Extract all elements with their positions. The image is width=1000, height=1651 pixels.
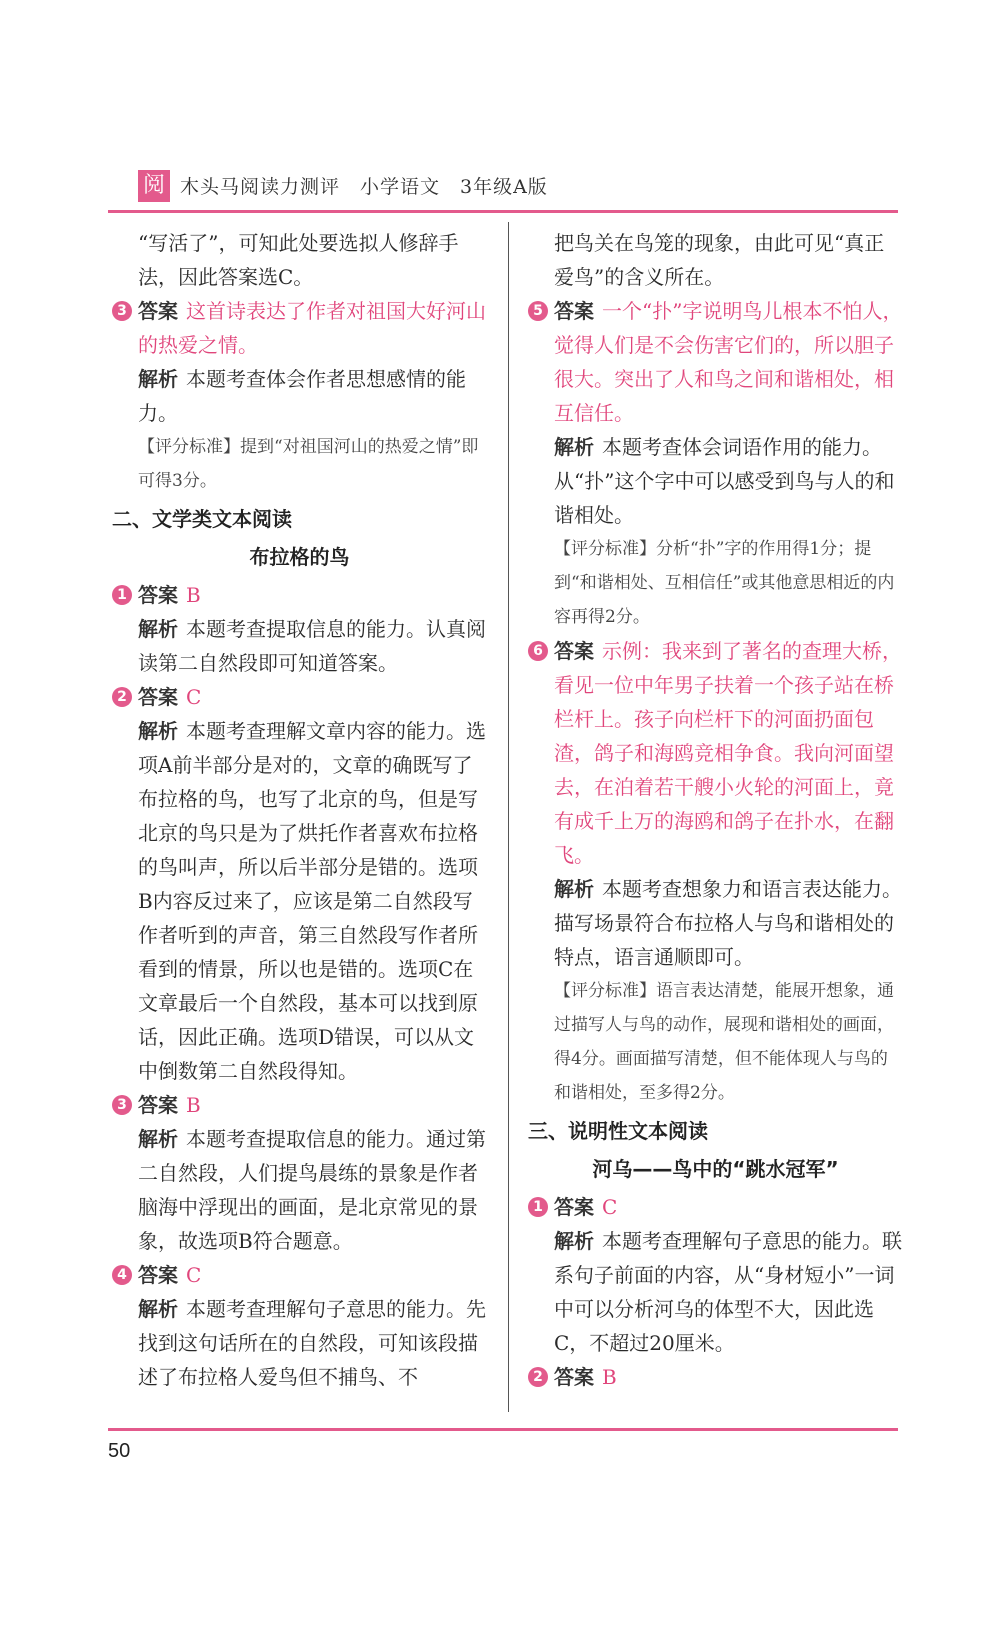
answer-item-3 (112, 294, 487, 362)
question-number: 2 (112, 687, 132, 707)
analysis-label: 解析 (138, 367, 178, 391)
analysis-label: 解析 (138, 1127, 178, 1151)
left-column (112, 226, 487, 1394)
answer-item-5 (528, 294, 903, 430)
answer-text: C (186, 1263, 202, 1287)
right-column (528, 226, 903, 1394)
question-number: 3 (112, 301, 132, 321)
analysis-label: 解析 (554, 1229, 594, 1253)
answer-text: B (186, 583, 201, 607)
scoring-standard: 【评分标准】提到“对祖国河山的热爱之情”即可得3分。 (138, 437, 479, 491)
analysis-label: 解析 (554, 435, 594, 459)
analysis-label: 解析 (138, 617, 178, 641)
analysis-text: 本题考查体会词语作用的能力。从“扑”这个字中可以感受到鸟与人的和谐相处。 (554, 435, 895, 527)
header-rule (108, 210, 898, 213)
section-heading: 二、文学类文本阅读 (112, 507, 292, 531)
answer-label: 答案 (138, 1093, 178, 1117)
page-header (108, 170, 898, 204)
analysis-text: 本题考查理解句子意思的能力。先找到这句话所在的自然段，可知该段描述了布拉格人爱鸟但不捕鸟、不 (138, 1297, 486, 1389)
answer-item-4 (112, 1258, 487, 1292)
answer-label: 答案 (138, 583, 178, 607)
answer-text: 一个“扑”字说明鸟儿根本不怕人，觉得人们是不会伤害它们的，所以胆子很大。突出了人和鸟之间和谐相处，相互信任。 (554, 299, 903, 425)
footer-rule (108, 1428, 898, 1431)
page-number: 50 (108, 1440, 131, 1462)
answer-item-b1 (528, 1190, 903, 1224)
answer-label: 答案 (138, 1263, 178, 1287)
answer-text: 示例：我来到了著名的查理大桥，看见一位中年男子扶着一个孩子站在桥栏杆上。孩子向栏杆下的河面扔面包渣，鸽子和海鸥竞相争食。我向河面望去，在泊着若干艘小火轮的河面上，竟有成千上万的海鸥和鸽子在扑水，在翻飞。 (554, 639, 902, 867)
section-heading: 三、说明性文本阅读 (528, 1119, 708, 1143)
question-number: 2 (528, 1367, 548, 1387)
answer-label: 答案 (554, 639, 594, 663)
answer-item-3b (112, 1088, 487, 1122)
answer-text: B (602, 1365, 617, 1389)
answer-item-6 (528, 634, 903, 872)
continued-analysis: 把鸟关在鸟笼的现象，由此可见“真正爱鸟”的含义所在。 (554, 231, 885, 289)
question-number: 1 (112, 585, 132, 605)
scoring-standard: 【评分标准】分析“扑”字的作用得1分；提到“和谐相处、互相信任”或其他意思相近的内容再得2分。 (554, 539, 895, 627)
analysis-text: 本题考查提取信息的能力。认真阅读第二自然段即可知道答案。 (138, 617, 486, 675)
analysis-text: 本题考查理解句子意思的能力。联系句子前面的内容，从“身材短小”一词中可以分析河乌的体型不大，因此选C，不超过20厘米。 (554, 1229, 902, 1355)
article-title: 河乌——鸟中的“跳水冠军” (592, 1157, 839, 1181)
answer-item-2 (112, 680, 487, 714)
analysis-text: 本题考查想象力和语言表达能力。描写场景符合布拉格人与鸟和谐相处的特点，语言通顺即可。 (554, 877, 902, 969)
column-divider (508, 222, 509, 1412)
question-number: 4 (112, 1265, 132, 1285)
answer-text: 这首诗表达了作者对祖国大好河山的热爱之情。 (138, 299, 486, 357)
answer-label: 答案 (554, 1365, 594, 1389)
answer-label: 答案 (138, 685, 178, 709)
analysis-text: 本题考查体会作者思想感情的能力。 (138, 367, 466, 425)
analysis-label: 解析 (554, 877, 594, 901)
answer-item-1 (112, 578, 487, 612)
header-title: 木头马阅读力测评 小学语文 3年级A版 (180, 176, 548, 198)
question-number: 5 (528, 301, 548, 321)
answer-label: 答案 (554, 1195, 594, 1219)
analysis-label: 解析 (138, 719, 178, 743)
article-title: 布拉格的鸟 (249, 545, 350, 569)
analysis-text: 本题考查理解文章内容的能力。选项A前半部分是对的，文章的确既写了布拉格的鸟，也写了北京的鸟，但是写北京的鸟只是为了烘托作者喜欢布拉格的鸟叫声，所以后半部分是错的。选项B内容反过来了，应该是第二自然段写作者听到的声音，第三自然段写作者所看到的情景，所以也是错的。选项C在文章最后一个自然段，基本可以找到原话，因此正确。选项D错误，可以从文中倒数第二自然段得知。 (138, 719, 486, 1083)
question-number: 6 (528, 641, 548, 661)
answer-label: 答案 (138, 299, 178, 323)
answer-text: C (186, 685, 202, 709)
scoring-standard: 【评分标准】语言表达清楚，能展开想象，通过描写人与鸟的动作，展现和谐相处的画面，得4分。画面描写清楚，但不能体现人与鸟的和谐相处，至多得2分。 (554, 981, 894, 1103)
analysis-text: 本题考查提取信息的能力。通过第二自然段，人们提鸟晨练的景象是作者脑海中浮现出的画面，是北京常见的景象，故选项B符合题意。 (138, 1127, 486, 1253)
continued-analysis: “写活了”，可知此处要选拟人修辞手法，因此答案选C。 (138, 231, 459, 289)
answer-text: B (186, 1093, 201, 1117)
question-number: 1 (528, 1197, 548, 1217)
answer-text: C (602, 1195, 618, 1219)
answer-label: 答案 (554, 299, 594, 323)
reading-logo-icon: 阅 (138, 170, 170, 202)
answer-item-b2 (528, 1360, 903, 1394)
question-number: 3 (112, 1095, 132, 1115)
analysis-label: 解析 (138, 1297, 178, 1321)
